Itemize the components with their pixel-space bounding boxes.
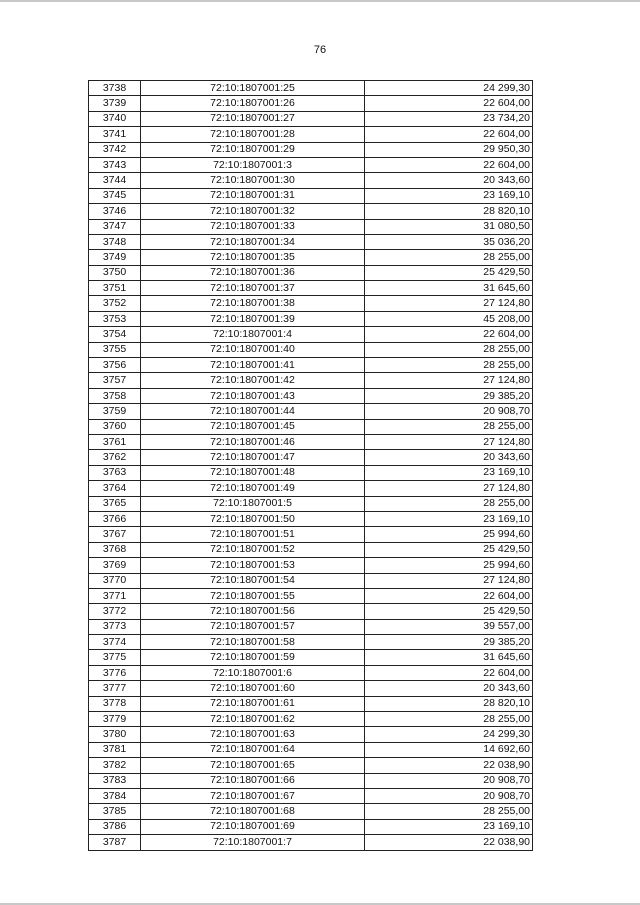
row-number-cell: 3741 [89, 127, 141, 142]
table-row [89, 342, 533, 357]
value-cell: 20 343,60 [365, 681, 533, 696]
cadastral-number-cell: 72:10:1807001:34 [141, 234, 365, 249]
cadastral-number-cell: 72:10:1807001:5 [141, 496, 365, 511]
value-cell: 29 950,30 [365, 142, 533, 157]
value-cell: 45 208,00 [365, 311, 533, 326]
table-row [89, 665, 533, 680]
cadastral-number-cell: 72:10:1807001:32 [141, 204, 365, 219]
row-number-cell: 3787 [89, 835, 141, 850]
row-number-cell: 3779 [89, 712, 141, 727]
row-number-cell: 3759 [89, 404, 141, 419]
table-row [89, 681, 533, 696]
value-cell: 22 038,90 [365, 835, 533, 850]
row-number-cell: 3743 [89, 157, 141, 172]
value-cell: 28 820,10 [365, 204, 533, 219]
cadastral-number-cell: 72:10:1807001:30 [141, 173, 365, 188]
table-row [89, 419, 533, 434]
value-cell: 22 604,00 [365, 327, 533, 342]
value-cell: 24 299,30 [365, 81, 533, 96]
cadastral-number-cell: 72:10:1807001:52 [141, 542, 365, 557]
table-row [89, 588, 533, 603]
table-row [89, 496, 533, 511]
cadastral-number-cell: 72:10:1807001:3 [141, 157, 365, 172]
row-number-cell: 3777 [89, 681, 141, 696]
cadastral-number-cell: 72:10:1807001:68 [141, 804, 365, 819]
table-row [89, 296, 533, 311]
table-row [89, 157, 533, 172]
cadastral-number-cell: 72:10:1807001:38 [141, 296, 365, 311]
value-cell: 20 908,70 [365, 788, 533, 803]
row-number-cell: 3780 [89, 727, 141, 742]
cadastral-number-cell: 72:10:1807001:49 [141, 481, 365, 496]
table-row [89, 696, 533, 711]
row-number-cell: 3764 [89, 481, 141, 496]
value-cell: 22 604,00 [365, 157, 533, 172]
value-cell: 31 645,60 [365, 650, 533, 665]
value-cell: 22 604,00 [365, 96, 533, 111]
table-row [89, 650, 533, 665]
value-cell: 22 604,00 [365, 588, 533, 603]
cadastral-number-cell: 72:10:1807001:64 [141, 742, 365, 757]
table-row [89, 788, 533, 803]
cadastral-number-cell: 72:10:1807001:53 [141, 558, 365, 573]
table-row [89, 358, 533, 373]
row-number-cell: 3775 [89, 650, 141, 665]
row-number-cell: 3747 [89, 219, 141, 234]
row-number-cell: 3755 [89, 342, 141, 357]
table-row [89, 327, 533, 342]
value-cell: 27 124,80 [365, 296, 533, 311]
row-number-cell: 3766 [89, 511, 141, 526]
table-row [89, 142, 533, 157]
value-cell: 23 169,10 [365, 188, 533, 203]
row-number-cell: 3778 [89, 696, 141, 711]
cadastral-number-cell: 72:10:1807001:25 [141, 81, 365, 96]
value-cell: 28 255,00 [365, 358, 533, 373]
value-cell: 24 299,30 [365, 727, 533, 742]
table-row [89, 311, 533, 326]
cadastral-number-cell: 72:10:1807001:44 [141, 404, 365, 419]
table-row [89, 250, 533, 265]
value-cell: 22 604,00 [365, 665, 533, 680]
cadastral-number-cell: 72:10:1807001:40 [141, 342, 365, 357]
table-row [89, 204, 533, 219]
value-cell: 25 429,50 [365, 542, 533, 557]
cadastral-number-cell: 72:10:1807001:42 [141, 373, 365, 388]
value-cell: 23 734,20 [365, 111, 533, 126]
table-row [89, 465, 533, 480]
table-row [89, 527, 533, 542]
row-number-cell: 3784 [89, 788, 141, 803]
cadastral-number-cell: 72:10:1807001:63 [141, 727, 365, 742]
table-row [89, 404, 533, 419]
row-number-cell: 3770 [89, 573, 141, 588]
value-cell: 20 908,70 [365, 404, 533, 419]
row-number-cell: 3739 [89, 96, 141, 111]
value-cell: 22 038,90 [365, 758, 533, 773]
row-number-cell: 3769 [89, 558, 141, 573]
table-row [89, 619, 533, 634]
table-row [89, 188, 533, 203]
cadastral-number-cell: 72:10:1807001:67 [141, 788, 365, 803]
row-number-cell: 3744 [89, 173, 141, 188]
table-row [89, 450, 533, 465]
cadastral-number-cell: 72:10:1807001:6 [141, 665, 365, 680]
cadastral-number-cell: 72:10:1807001:51 [141, 527, 365, 542]
row-number-cell: 3761 [89, 434, 141, 449]
value-cell: 27 124,80 [365, 373, 533, 388]
value-cell: 29 385,20 [365, 388, 533, 403]
row-number-cell: 3742 [89, 142, 141, 157]
table-row [89, 481, 533, 496]
cadastral-number-cell: 72:10:1807001:59 [141, 650, 365, 665]
cadastral-number-cell: 72:10:1807001:31 [141, 188, 365, 203]
row-number-cell: 3767 [89, 527, 141, 542]
table-row [89, 573, 533, 588]
cadastral-number-cell: 72:10:1807001:65 [141, 758, 365, 773]
cadastral-number-cell: 72:10:1807001:39 [141, 311, 365, 326]
row-number-cell: 3745 [89, 188, 141, 203]
value-cell: 28 820,10 [365, 696, 533, 711]
row-number-cell: 3758 [89, 388, 141, 403]
row-number-cell: 3753 [89, 311, 141, 326]
table-row [89, 173, 533, 188]
value-cell: 39 557,00 [365, 619, 533, 634]
row-number-cell: 3774 [89, 635, 141, 650]
cadastral-number-cell: 72:10:1807001:36 [141, 265, 365, 280]
row-number-cell: 3762 [89, 450, 141, 465]
table-row [89, 96, 533, 111]
value-cell: 28 255,00 [365, 342, 533, 357]
cadastral-number-cell: 72:10:1807001:55 [141, 588, 365, 603]
value-cell: 31 645,60 [365, 281, 533, 296]
cadastral-number-cell: 72:10:1807001:56 [141, 604, 365, 619]
row-number-cell: 3783 [89, 773, 141, 788]
value-cell: 28 255,00 [365, 712, 533, 727]
cadastral-number-cell: 72:10:1807001:27 [141, 111, 365, 126]
table-row [89, 835, 533, 850]
row-number-cell: 3756 [89, 358, 141, 373]
row-number-cell: 3772 [89, 604, 141, 619]
value-cell: 25 429,50 [365, 604, 533, 619]
cadastral-number-cell: 72:10:1807001:61 [141, 696, 365, 711]
row-number-cell: 3768 [89, 542, 141, 557]
row-number-cell: 3765 [89, 496, 141, 511]
cadastral-number-cell: 72:10:1807001:29 [141, 142, 365, 157]
value-cell: 27 124,80 [365, 573, 533, 588]
table-row [89, 373, 533, 388]
row-number-cell: 3754 [89, 327, 141, 342]
cadastral-number-cell: 72:10:1807001:47 [141, 450, 365, 465]
row-number-cell: 3748 [89, 234, 141, 249]
row-number-cell: 3738 [89, 81, 141, 96]
table-row [89, 511, 533, 526]
cadastral-number-cell: 72:10:1807001:48 [141, 465, 365, 480]
row-number-cell: 3757 [89, 373, 141, 388]
table-row [89, 111, 533, 126]
cadastral-number-cell: 72:10:1807001:41 [141, 358, 365, 373]
table-row [89, 604, 533, 619]
table-row [89, 558, 533, 573]
value-cell: 25 429,50 [365, 265, 533, 280]
value-cell: 29 385,20 [365, 635, 533, 650]
row-number-cell: 3785 [89, 804, 141, 819]
value-cell: 28 255,00 [365, 496, 533, 511]
cadastral-number-cell: 72:10:1807001:54 [141, 573, 365, 588]
row-number-cell: 3751 [89, 281, 141, 296]
cadastral-number-cell: 72:10:1807001:58 [141, 635, 365, 650]
cadastral-number-cell: 72:10:1807001:57 [141, 619, 365, 634]
table-row [89, 804, 533, 819]
row-number-cell: 3746 [89, 204, 141, 219]
table-row [89, 727, 533, 742]
cadastral-number-cell: 72:10:1807001:46 [141, 434, 365, 449]
value-cell: 14 692,60 [365, 742, 533, 757]
row-number-cell: 3750 [89, 265, 141, 280]
cadastral-number-cell: 72:10:1807001:35 [141, 250, 365, 265]
page-top-edge [0, 0, 640, 2]
cadastral-number-cell: 72:10:1807001:26 [141, 96, 365, 111]
cadastral-number-cell: 72:10:1807001:50 [141, 511, 365, 526]
table-row [89, 742, 533, 757]
table-row [89, 388, 533, 403]
cadastral-number-cell: 72:10:1807001:28 [141, 127, 365, 142]
row-number-cell: 3740 [89, 111, 141, 126]
table-row [89, 635, 533, 650]
value-cell: 25 994,60 [365, 527, 533, 542]
cadastral-number-cell: 72:10:1807001:62 [141, 712, 365, 727]
cadastral-number-cell: 72:10:1807001:4 [141, 327, 365, 342]
cadastral-number-cell: 72:10:1807001:45 [141, 419, 365, 434]
value-cell: 23 169,10 [365, 511, 533, 526]
table-row [89, 434, 533, 449]
row-number-cell: 3749 [89, 250, 141, 265]
cadastral-number-cell: 72:10:1807001:66 [141, 773, 365, 788]
row-number-cell: 3776 [89, 665, 141, 680]
value-cell: 20 343,60 [365, 450, 533, 465]
table-row [89, 758, 533, 773]
cadastral-value-table [88, 80, 533, 851]
row-number-cell: 3752 [89, 296, 141, 311]
row-number-cell: 3763 [89, 465, 141, 480]
value-cell: 27 124,80 [365, 434, 533, 449]
value-cell: 23 169,10 [365, 465, 533, 480]
table-row [89, 127, 533, 142]
table-row [89, 281, 533, 296]
value-cell: 25 994,60 [365, 558, 533, 573]
row-number-cell: 3782 [89, 758, 141, 773]
value-cell: 28 255,00 [365, 804, 533, 819]
cadastral-number-cell: 72:10:1807001:69 [141, 819, 365, 834]
cadastral-number-cell: 72:10:1807001:33 [141, 219, 365, 234]
value-cell: 20 343,60 [365, 173, 533, 188]
table-row [89, 773, 533, 788]
value-cell: 28 255,00 [365, 419, 533, 434]
value-cell: 31 080,50 [365, 219, 533, 234]
row-number-cell: 3771 [89, 588, 141, 603]
cadastral-number-cell: 72:10:1807001:60 [141, 681, 365, 696]
row-number-cell: 3786 [89, 819, 141, 834]
table-row [89, 81, 533, 96]
cadastral-number-cell: 72:10:1807001:7 [141, 835, 365, 850]
value-cell: 35 036,20 [365, 234, 533, 249]
row-number-cell: 3773 [89, 619, 141, 634]
table-row [89, 542, 533, 557]
value-cell: 20 908,70 [365, 773, 533, 788]
table-row [89, 265, 533, 280]
table-body [89, 81, 533, 851]
cadastral-number-cell: 72:10:1807001:37 [141, 281, 365, 296]
row-number-cell: 3760 [89, 419, 141, 434]
row-number-cell: 3781 [89, 742, 141, 757]
table-row [89, 712, 533, 727]
value-cell: 27 124,80 [365, 481, 533, 496]
table-row [89, 234, 533, 249]
cadastral-number-cell: 72:10:1807001:43 [141, 388, 365, 403]
value-cell: 22 604,00 [365, 127, 533, 142]
page-number: 76 [313, 44, 327, 56]
value-cell: 28 255,00 [365, 250, 533, 265]
table-row [89, 219, 533, 234]
value-cell: 23 169,10 [365, 819, 533, 834]
table-row [89, 819, 533, 834]
